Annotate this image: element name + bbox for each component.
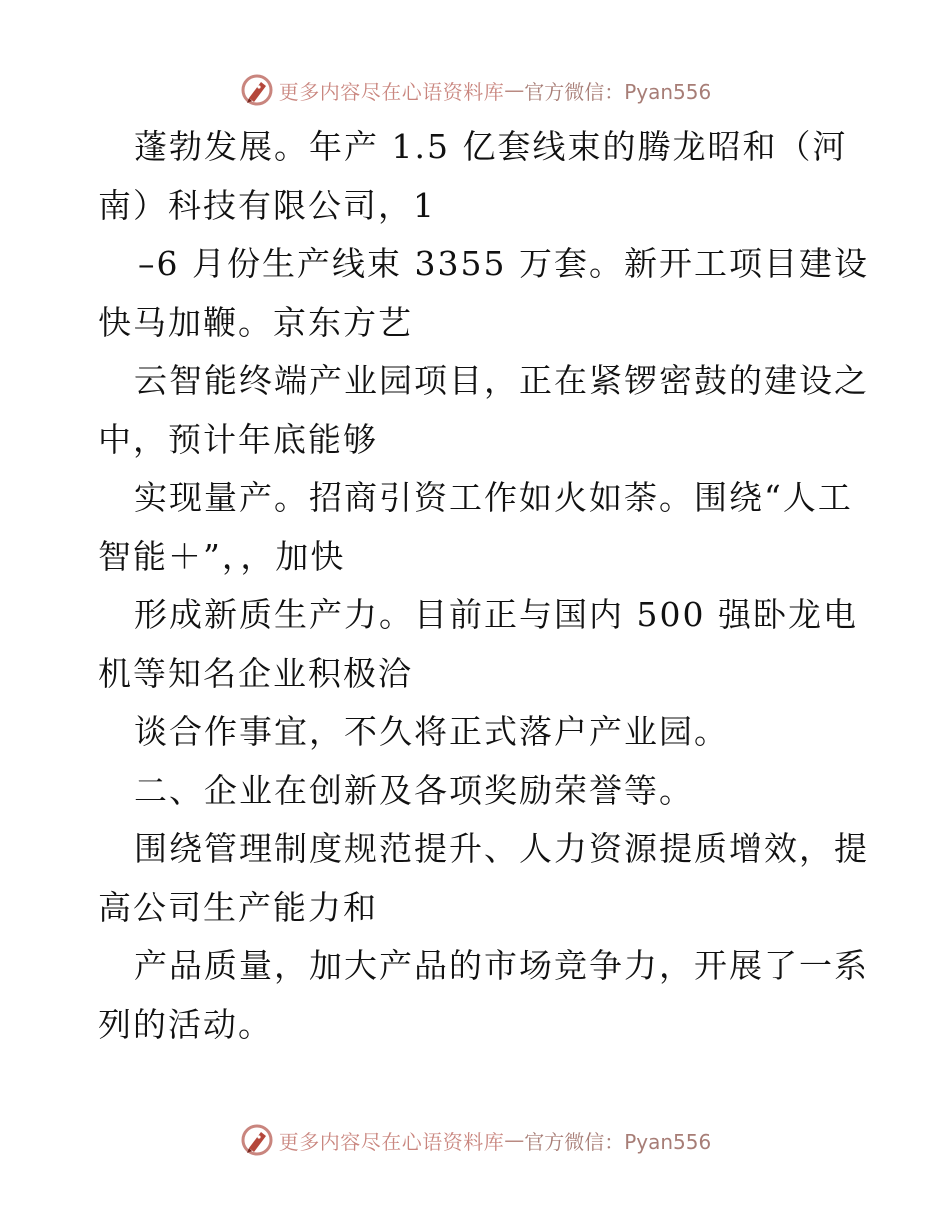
text-line: 机等知名企业积极洽: [98, 653, 413, 693]
section-heading: 二、企业在创新及各项奖励荣誉等。: [134, 770, 694, 810]
text-line: 南）科技有限公司，1: [98, 185, 436, 225]
text-line: 智能＋”，，加快: [98, 536, 346, 576]
pen-nib-logo-icon: [239, 72, 275, 108]
banner-separator: —: [504, 1128, 525, 1152]
text-line: 快马加鞭。京东方艺: [98, 302, 413, 342]
banner-text: 更多内容尽在心语资料库: [278, 79, 505, 104]
text-line: 列的活动。: [98, 1004, 273, 1044]
text-line: –6 月份生产线束 3355 万套。新开工项目建设: [138, 244, 869, 283]
banner-text: 更多内容尽在心语资料库: [278, 1129, 505, 1154]
document-body: [98, 118, 869, 1054]
banner-wechat: 官方微信：Pyan556: [524, 79, 712, 104]
text-line: 围绕管理制度规范提升、人力资源提质增效，提: [134, 829, 869, 868]
text-line: 形成新质生产力。目前正与国内 500 强卧龙电: [134, 595, 858, 634]
banner-wechat: 官方微信：Pyan556: [524, 1129, 712, 1154]
banner-separator: —: [504, 78, 525, 102]
text-line: 蓬勃发展。年产 1.5 亿套线束的腾龙昭和（河: [134, 127, 848, 166]
text-line: 谈合作事宜，不久将正式落户产业园。: [134, 712, 729, 751]
header-banner: [0, 70, 950, 110]
text-line: 中，预计年底能够: [98, 419, 378, 459]
text-line: 实现量产。招商引资工作如火如荼。围绕“人工: [134, 478, 853, 517]
text-line: 高公司生产能力和: [98, 887, 378, 927]
text-line: 产品质量，加大产品的市场竞争力，开展了一系: [134, 946, 869, 985]
pen-nib-logo-icon: [239, 1122, 275, 1158]
text-line: 云智能终端产业园项目，正在紧锣密鼓的建设之: [134, 361, 869, 400]
footer-banner: [0, 1120, 950, 1160]
